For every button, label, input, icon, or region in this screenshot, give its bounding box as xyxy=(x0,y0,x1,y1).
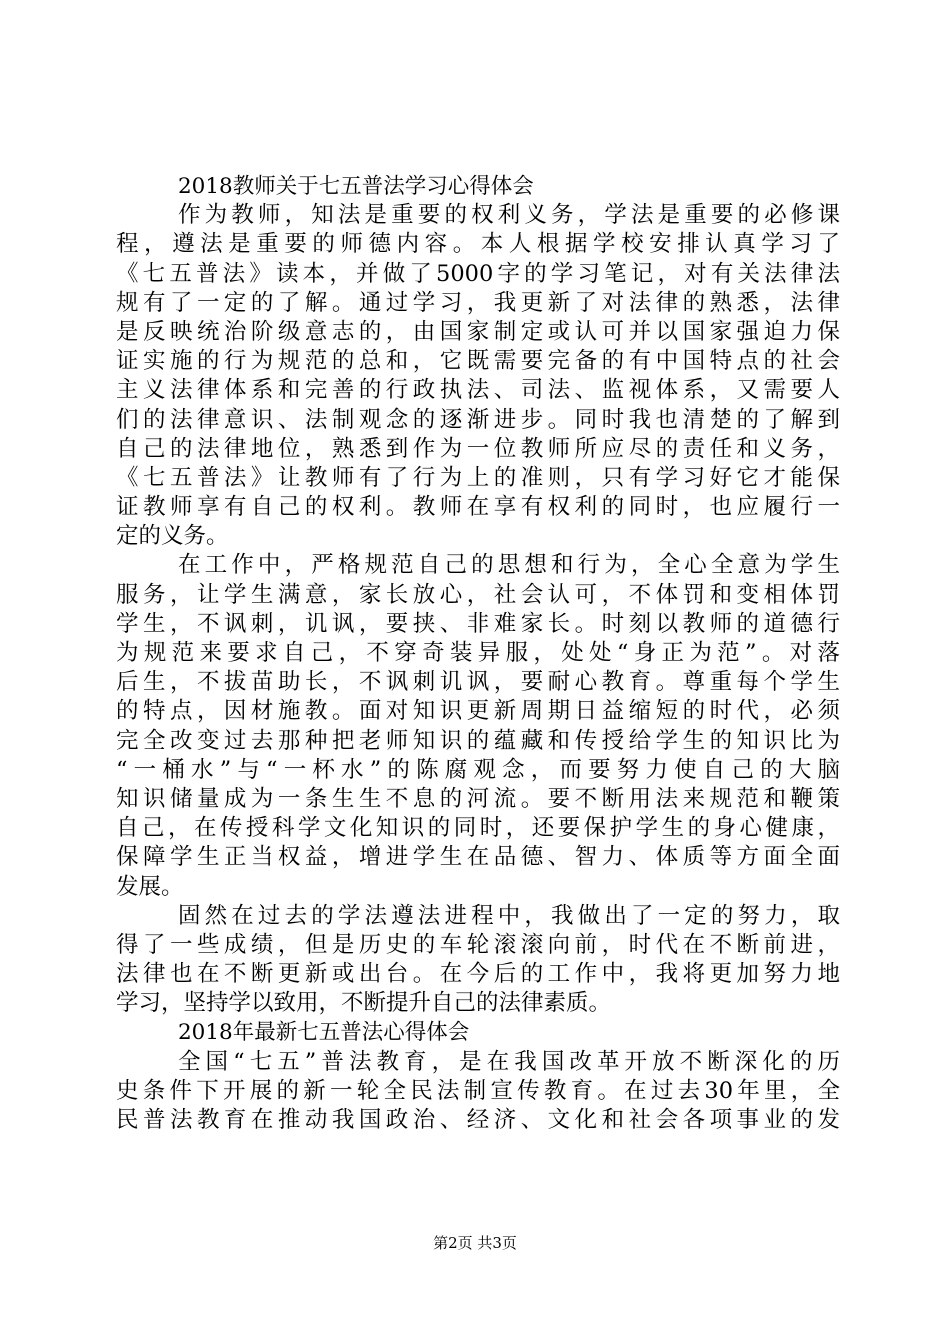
paragraph-line: 程，遵法是重要的师德内容。本人根据学校安排认真学习了 xyxy=(116,231,840,258)
paragraph-line: 自己，在传授科学文化知识的同时，还要保护学生的身心健康， xyxy=(116,815,840,842)
paragraph-line: 的特点，因材施教。面对知识更新周期日益缩短的时代，必须 xyxy=(116,698,840,725)
paragraph-line: 服务，让学生满意，家长放心，社会认可，不体罚和变相体罚 xyxy=(116,581,840,608)
paragraph-line: 学生，不讽刺，讥讽，要挟、非难家长。时刻以教师的道德行 xyxy=(116,610,840,637)
paragraph-first-line: 作为教师，知法是重要的权利义务，学法是重要的必修课 xyxy=(178,202,840,229)
section-title: 2018年最新七五普法心得体会 xyxy=(178,1020,470,1046)
paragraph-line: 是反映统治阶级意志的，由国家制定或认可并以国家强迫力保 xyxy=(116,318,840,345)
paragraph-line: 们的法律意识、法制观念的逐渐进步。同时我也清楚的了解到 xyxy=(116,406,840,433)
paragraph-line: 法律也在不断更新或出台。在今后的工作中，我将更加努力地 xyxy=(116,961,840,988)
paragraph-first-line: 固然在过去的学法遵法进程中，我做出了一定的努力，取 xyxy=(178,902,840,929)
section-title: 2018教师关于七五普法学习心得体会 xyxy=(178,174,534,199)
paragraph-line: “一桶水”与“一杯水”的陈腐观念，而要努力使自己的大脑 xyxy=(116,756,840,783)
paragraph-line: 得了一些成绩，但是历史的车轮滚滚向前，时代在不断前进， xyxy=(116,931,840,958)
paragraph-first-line: 在工作中，严格规范自己的思想和行为，全心全意为学生 xyxy=(178,552,840,579)
paragraph-line: 为规范来要求自己，不穿奇装异服，处处“身正为范”。对落 xyxy=(116,640,840,666)
paragraph-last-line: 定的义务。 xyxy=(116,523,229,550)
paragraph-last-line: 发展。 xyxy=(116,873,184,900)
paragraph-line: 自己的法律地位，熟悉到作为一位教师所应尽的责任和义务， xyxy=(116,435,840,462)
paragraph-line: 规有了一定的了解。通过学习，我更新了对法律的熟悉，法律 xyxy=(116,289,840,316)
paragraph-line: 知识储量成为一条生生不息的河流。要不断用法来规范和鞭策 xyxy=(116,785,840,812)
paragraph-first-line: 全国“七五”普法教育，是在我国改革开放不断深化的历 xyxy=(178,1048,840,1075)
paragraph-line: 证教师享有自己的权利。教师在享有权利的同时，也应履行一 xyxy=(116,494,840,521)
paragraph-line: 后生，不拔苗助长，不讽刺讥讽，要耐心教育。尊重每个学生 xyxy=(116,669,840,696)
paragraph-line: 《七五普法》读本，并做了5000字的学习笔记，对有关法律法 xyxy=(116,260,840,287)
paragraph-line: 《七五普法》让教师有了行为上的准则，只有学习好它才能保 xyxy=(116,464,840,491)
paragraph-line: 保障学生正当权益，增进学生在品德、智力、体质等方面全面 xyxy=(116,844,840,871)
page-footer: 第2页 共3页 xyxy=(433,1234,517,1252)
paragraph-line: 民普法教育在推动我国政治、经济、文化和社会各项事业的发 xyxy=(116,1107,840,1133)
paragraph-line: 史条件下开展的新一轮全民法制宣传教育。在过去30年里，全 xyxy=(116,1077,840,1104)
paragraph-last-line: 学习，坚持学以致用，不断提升自己的法律素质。 xyxy=(116,990,612,1017)
paragraph-line: 完全改变过去那种把老师知识的蕴藏和传授给学生的知识比为 xyxy=(116,727,840,754)
paragraph-line: 主义法律体系和完善的行政执法、司法、监视体系，又需要人 xyxy=(116,377,840,404)
document-body xyxy=(116,172,840,1135)
paragraph-line: 证实施的行为规范的总和，它既需要完备的有中国特点的社会 xyxy=(116,348,840,375)
